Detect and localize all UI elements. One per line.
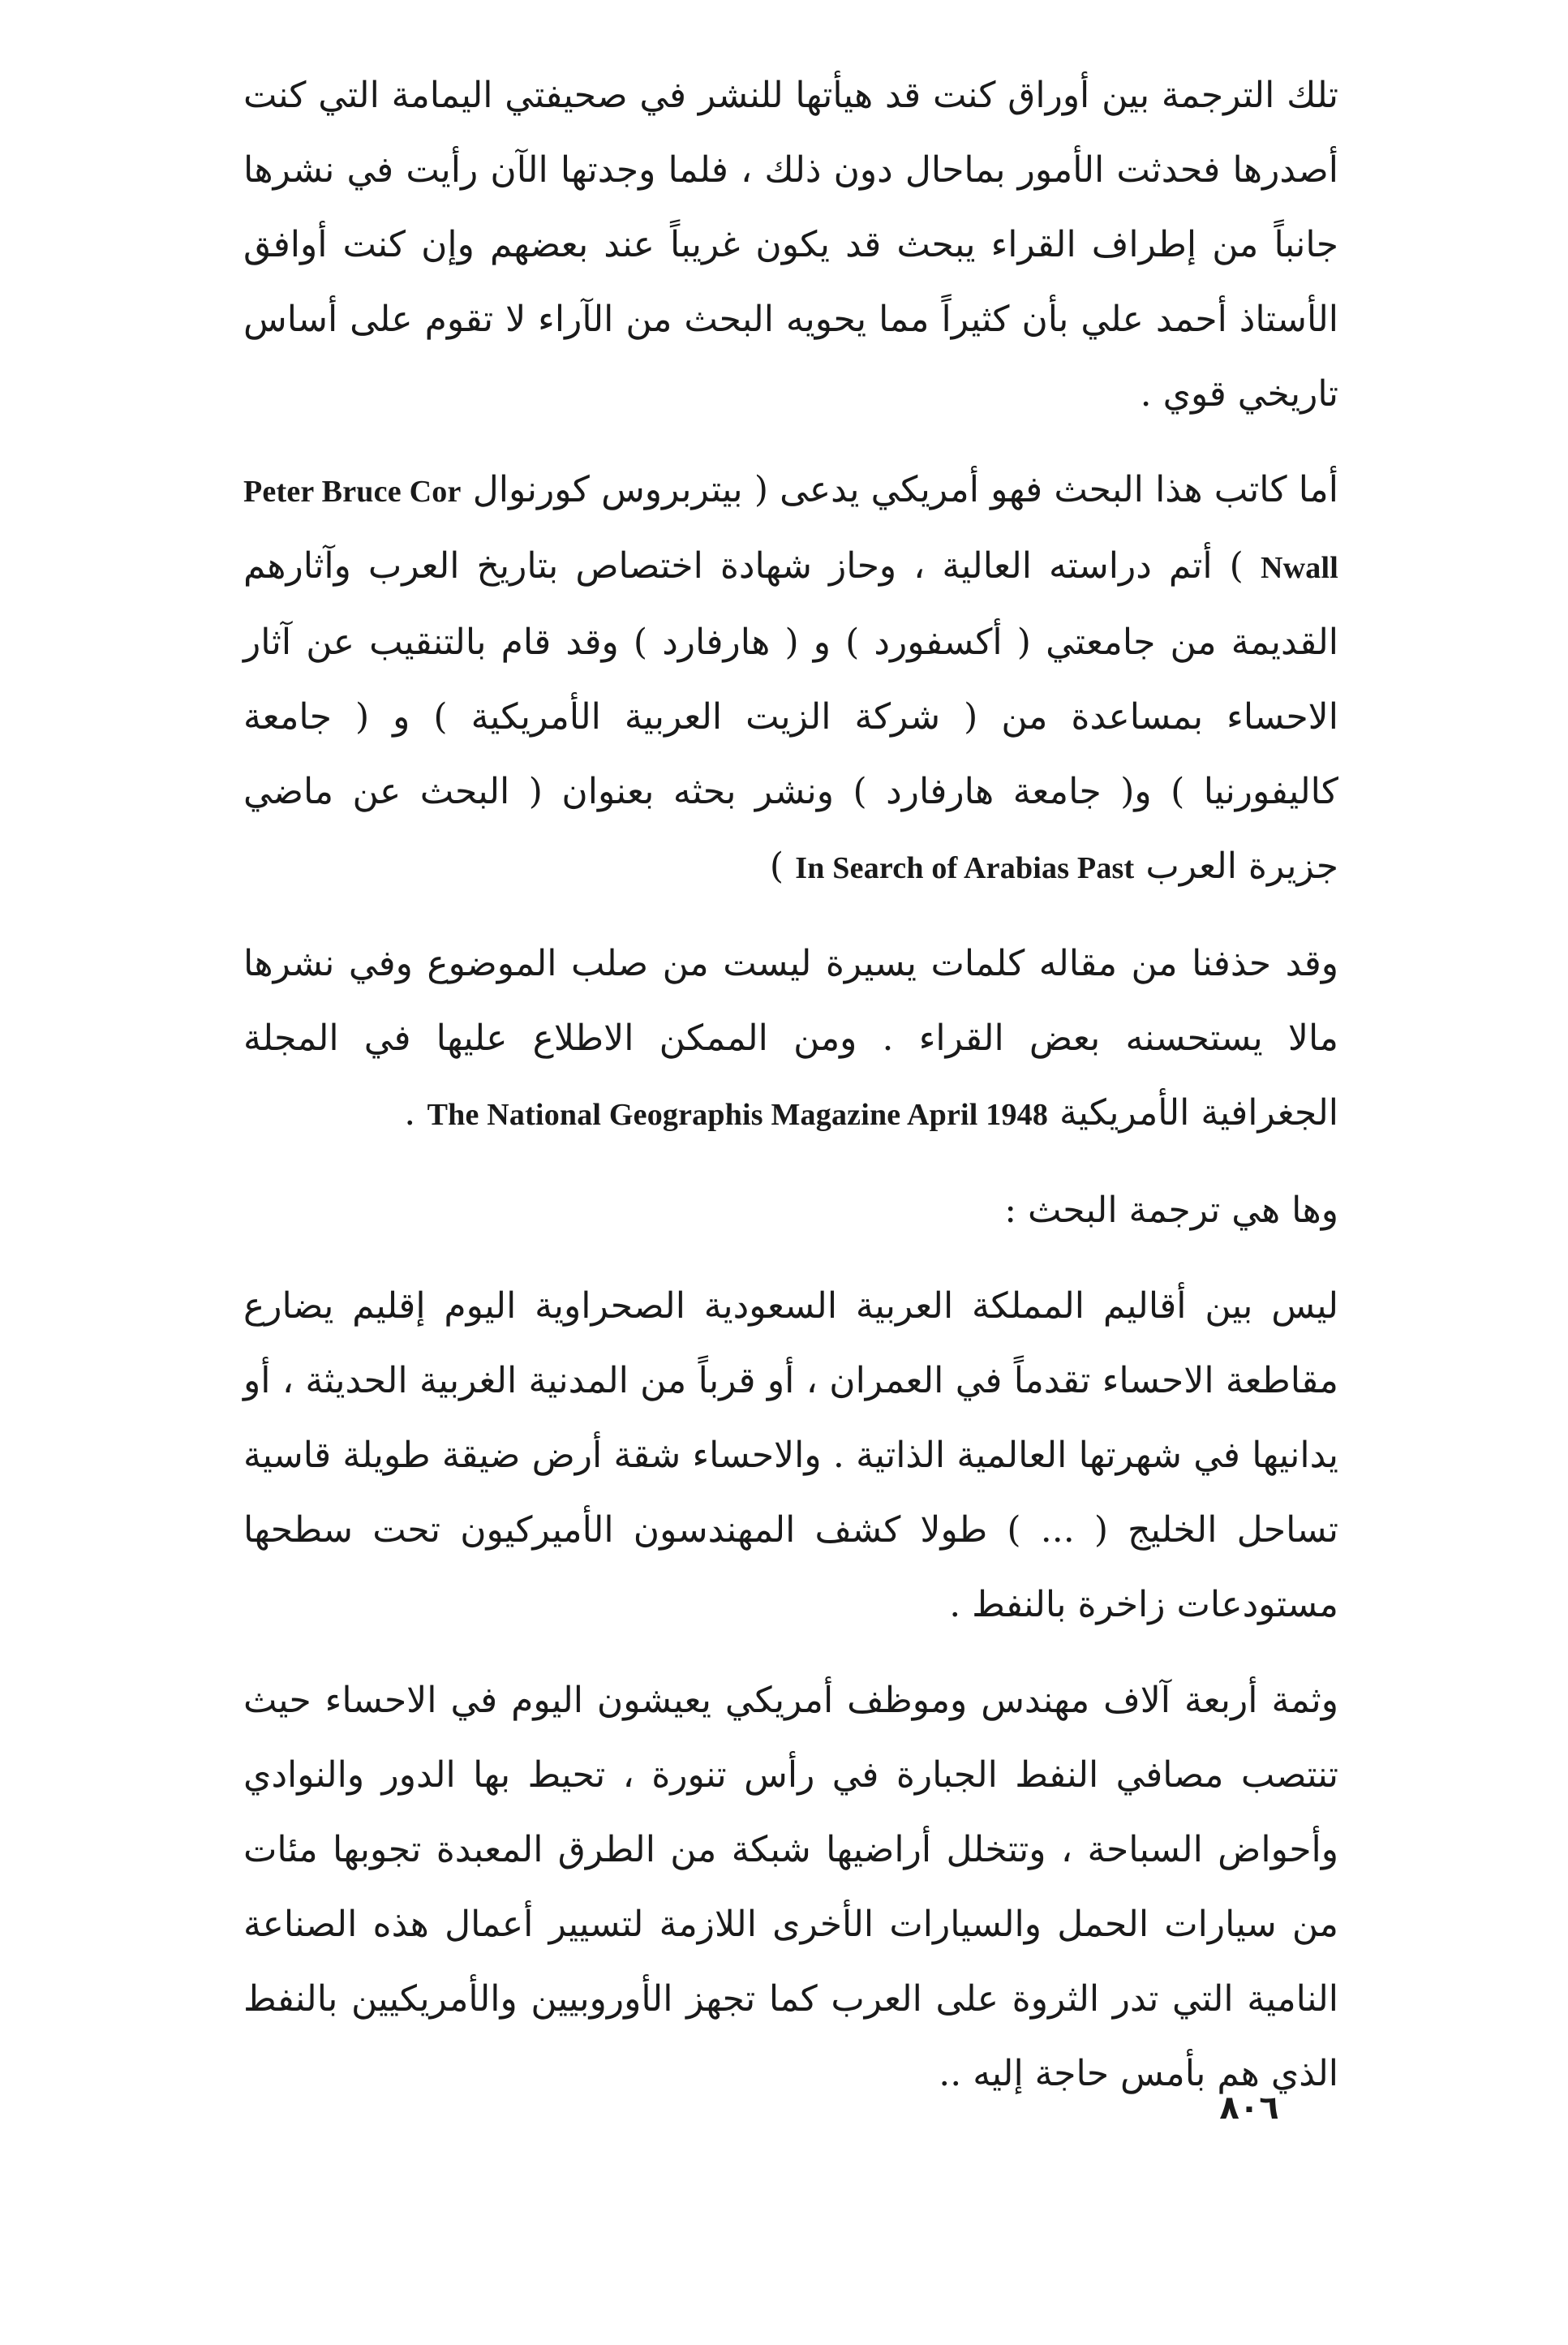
paragraph-text: . [404, 1092, 416, 1134]
paragraph-text: ليس بين أقاليم المملكة العربية السعودية الصحراوية اليوم إقليم يضارع مقاطعة الاحساء تقدماً في العمران ، أو قرباً من المدنية الغربية الحديثة ، أو يدانيها في شهرتها العالمية الذاتية . والاحساء شقة أرض ضيقة طويلة قاسية تساحل الخليج ( ... ) طولا كشف المهندسون الأميركيون تحت سطحها مستودعات زاخرة بالنفط . [243, 1285, 1338, 1625]
paragraph-text: وثمة أربعة آلاف مهندس وموظف أمريكي يعيشون اليوم في الاحساء حيث تنتصب مصافي النفط الجبارة في رأس تنورة ، تحيط بها الدور والنوادي وأحواض السباحة ، وتتخلل أراضيها شبكة من الطرق المعبدة تجوبها مئات من سيارات الحمل والسيارات الأخرى اللازمة لتسيير أعمال هذه الصناعة النامية التي تدر الثروة على العرب كما تجهز الأوروبيين والأمريكيين بالنفط الذي هم بأمس حاجة إليه .. [243, 1680, 1339, 2094]
author-latin-name: Peter Bruce Cor Nwall [243, 475, 1339, 585]
translation-heading [243, 1173, 1338, 1248]
editorial-note-paragraph [243, 927, 1338, 1152]
paragraph-text: وها هي ترجمة البحث : [1004, 1190, 1338, 1231]
paragraph-text: ) [769, 845, 784, 887]
intro-paragraph [243, 58, 1338, 432]
translation-paragraph-2 [243, 1663, 1338, 2111]
body-text [243, 58, 1338, 2111]
paragraph-text: ) أتم دراسته العالية ، وحاز شهادة اختصاص بتاريخ العرب وآثارهم القديمة من جامعتي ( أكسفورد ) و ( هارفارد ) وقد قام بالتنقيب عن آثار الاحساء بمساعدة من ( شركة الزيت العربية الأمريكية ) و ( جامعة كاليفورنيا ) و( جامعة هارفارد ) ونشر بحثه بعنوان ( البحث عن ماضي جزيرة العرب [243, 545, 1338, 887]
translation-paragraph-1 [243, 1269, 1338, 1642]
page-number: ٨٠٦ [1219, 2089, 1279, 2127]
paragraph-text: وقد حذفنا من مقاله كلمات يسيرة ليست من صلب الموضوع وفي نشرها مالا يستحسنه بعض القراء . ومن الممكن الاطلاع عليها في المجلة الجغرافية الأمريكية [243, 943, 1339, 1134]
paragraph-text: أما كاتب هذا البحث فهو أمريكي يدعى ( بيتربروس كورنوال [472, 469, 1338, 510]
author-paragraph [243, 453, 1338, 906]
article-latin-title: In Search of Arabias Past [795, 851, 1135, 885]
magazine-latin-citation: The National Geographis Magazine April 1948 [427, 1098, 1049, 1132]
paragraph-text: تلك الترجمة بين أوراق كنت قد هيأتها للنشر في صحيفتي اليمامة التي كنت أصدرها فحدثت الأمور بماحال دون ذلك ، فلما وجدتها الآن رأيت في نشرها جانباً من إطراف القراء يبحث قد يكون غريباً عند بعضهم وإن كنت أوافق الأستاذ أحمد علي بأن كثيراً مما يحويه البحث من الآراء لا تقوم على أساس تاريخي قوي . [243, 75, 1338, 415]
